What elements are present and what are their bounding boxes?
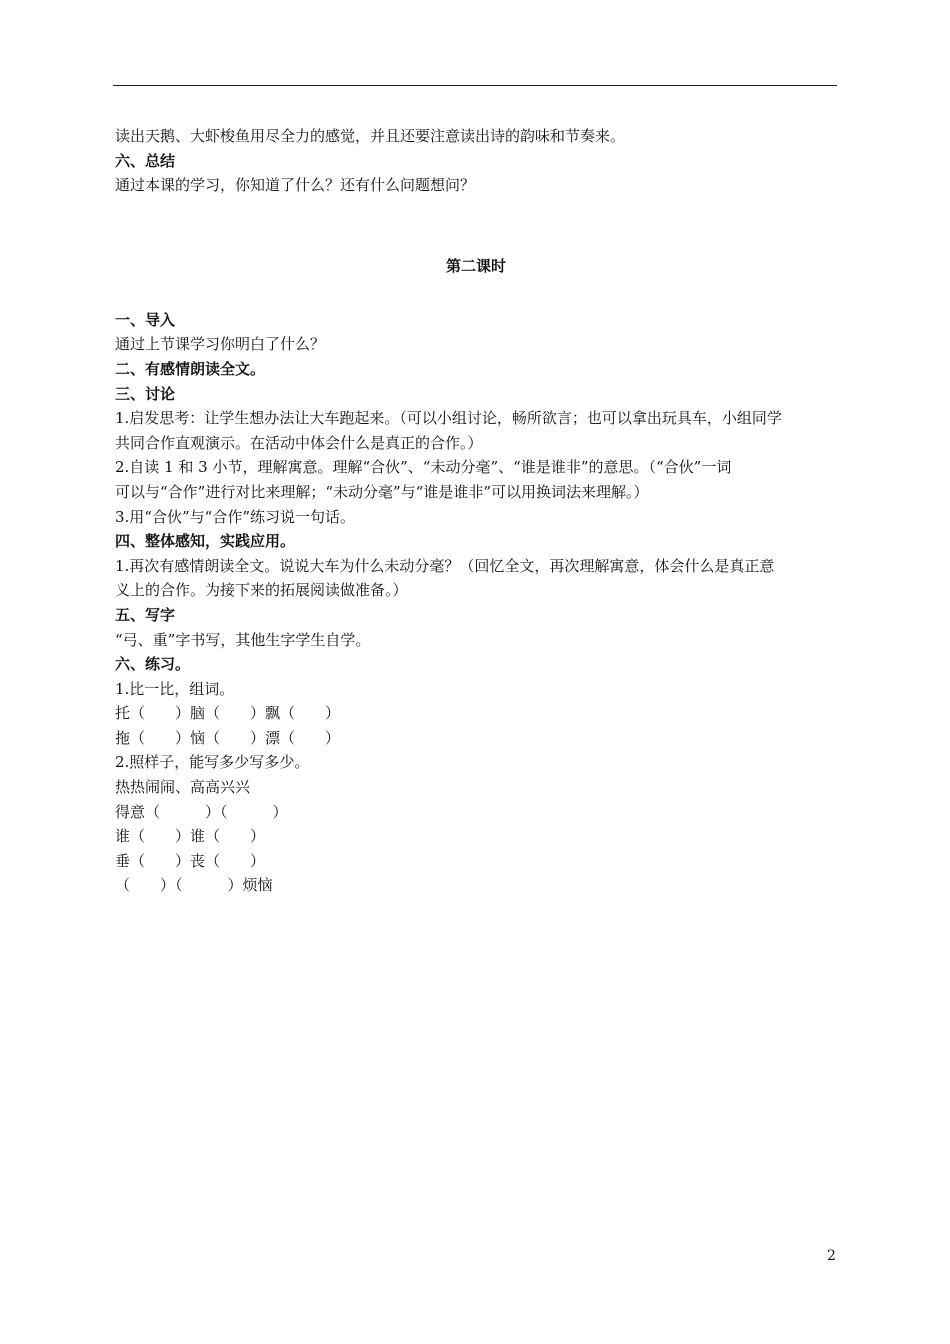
section-heading-read-aloud: 二、有感情朗读全文。: [115, 359, 266, 378]
exercise-line: 热热闹闹、高高兴兴: [115, 778, 251, 797]
header-rule: [113, 85, 837, 86]
body-text-line: “弓、重”字书写，其他生字学生自学。: [115, 630, 371, 649]
body-text-line: 义上的合作。为接下来的拓展阅读做准备。）: [115, 581, 408, 600]
section-heading-practice: 四、整体感知，实践应用。: [115, 532, 296, 551]
body-text-line: 2.自读 1 和 3 小节，理解寓意。理解“合伙”、“未动分毫”、“谁是谁非”的意思。（“合伙”一词: [115, 458, 732, 477]
page-number: 2: [827, 1248, 836, 1264]
body-text-line: 读出天鹅、大虾梭鱼用尽全力的感觉，并且还要注意读出诗的韵味和节奏来。: [115, 127, 626, 145]
exercise-line: （ ）（ ）烦恼: [115, 876, 273, 895]
section-heading-exercises: 六、练习。: [115, 655, 191, 674]
body-text-line: 共同合作直观演示。在活动中体会什么是真正的合作。）: [115, 433, 483, 452]
document-body: [115, 124, 845, 898]
section-heading-discussion: 三、讨论: [115, 384, 176, 403]
body-text-line: 1.启发思考：让学生想办法让大车跑起来。（可以小组讨论，畅所欲言；也可以拿出玩具车，小组同学: [115, 409, 782, 428]
exercise-line: 1.比一比，组词。: [115, 679, 235, 698]
body-text-line: 可以与“合作”进行对比来理解；“未动分毫”与“谁是谁非”可以用换词法来理解。）: [115, 482, 649, 501]
section-heading-intro: 一、导入: [115, 310, 176, 329]
exercise-line: 2.照样子，能写多少写多少。: [115, 753, 310, 772]
body-text-line: 1.再次有感情朗读全文。说说大车为什么未动分毫？（回忆全文，再次理解寓意，体会什么是真正意: [115, 556, 775, 575]
section-heading-summary: 六、总结: [115, 151, 176, 170]
lesson-title: 第二课时: [445, 256, 506, 275]
body-text-line: 3.用“合伙”与“合作”练习说一句话。: [115, 507, 355, 526]
exercise-line: 托（ ）脑（ ）飘（ ）: [115, 704, 341, 723]
body-text-line: 通过上节课学习你明白了什么？: [115, 335, 326, 354]
section-heading-writing: 五、写字: [115, 605, 176, 624]
exercise-line: 谁（ ）谁（ ）: [115, 827, 266, 846]
exercise-line: 垂（ ）丧（ ）: [115, 851, 266, 870]
body-text-line: 通过本课的学习，你知道了什么？还有什么问题想问？: [115, 176, 476, 195]
exercise-line: 拖（ ）恼（ ）漂（ ）: [115, 728, 341, 747]
exercise-line: 得意（ ）（ ）: [115, 802, 288, 821]
